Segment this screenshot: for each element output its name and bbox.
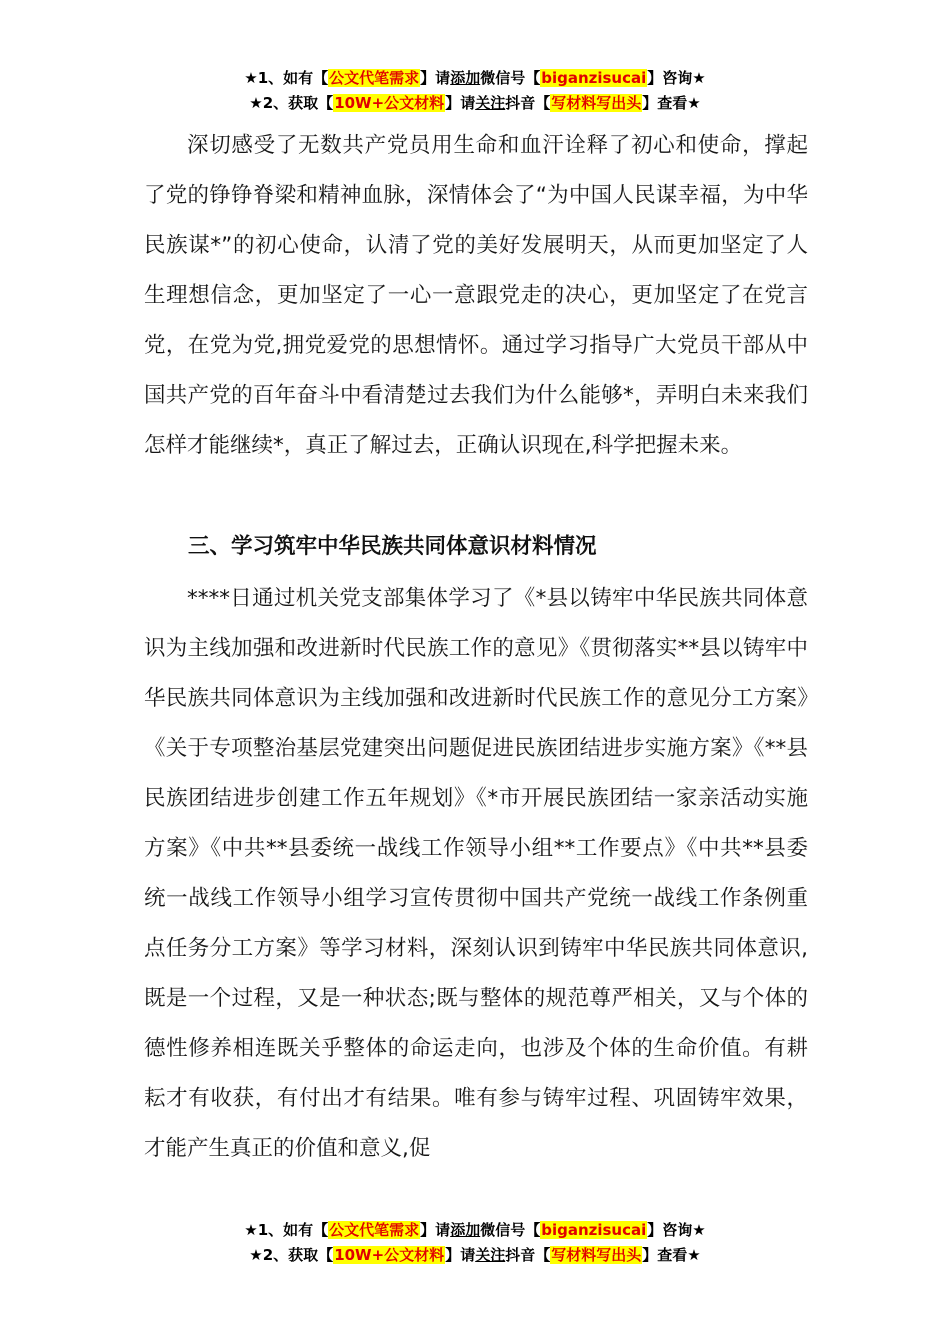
banner-line-1: ★1、如有【公文代笔需求】请添加微信号【biganzisucai】咨询★ xyxy=(244,69,706,87)
body-paragraph-1: 深切感受了无数共产党员用生命和血汗诠释了初心和使命，撑起了党的铮铮脊梁和精神血脉，深情体会了“为中国人民谋幸福，为中华民族谋*”的初心使命，认清了党的美好发展明天，从而更加坚定了人生理想信念，更加坚定了一心一意跟党走的决心，更加坚定了在党言党，在党为党,拥党爱党的思想情怀。通过学习指导广大党员干部从中国共产党的百年奋斗中看清楚过去我们为什么能够*，弄明白未来我们怎样才能继续*，真正了解过去，正确认识现在,科学把握未来。 xyxy=(144,133,808,458)
footer-banner-line-2: ★2、获取【10W+公文材料】请关注抖音【写材料写出头】查看★ xyxy=(249,1246,701,1264)
banner-line-2: ★2、获取【10W+公文材料】请关注抖音【写材料写出头】查看★ xyxy=(249,94,701,112)
body-paragraph-2-container xyxy=(144,574,808,1170)
footer-highlight-service: 公文代笔需求 xyxy=(329,1221,420,1239)
body-paragraph-1-container xyxy=(144,121,808,577)
banner-highlight-service: 公文代笔需求 xyxy=(329,69,420,87)
banner-highlight-douyin: 写材料写出头 xyxy=(551,94,642,112)
body-paragraph-2: ****日通过机关党支部集体学习了《*县以铸牢中华民族共同体意识为主线加强和改进新时代民族工作的意见》《贯彻落实**县以铸牢中华民族共同体意识为主线加强和改进新时代民族工作的意见分工方案》《关于专项整治基层党建突出问题促进民族团结进步实施方案》《**县民族团结进步创建工作五年规划》《*市开展民族团结一家亲活动实施方案》《中共**县委统一战线工作领导小组**工作要点》《中共**县委统一战线工作领导小组学习宣传贯彻中国共产党统一战线工作条例重点任务分工方案》等学习材料，深刻认识到铸牢中华民族共同体意识,既是一个过程，又是一种状态;既与整体的规范尊严相关，又与个体的德性修养相连既关乎整体的命运走向，也涉及个体的生命价值。有耕耘才有收获，有付出才有结果。唯有参与铸牢过程、巩固铸牢效果，才能产生真正的价值和意义,促 xyxy=(144,586,808,1161)
header-banner xyxy=(0,66,950,116)
banner-highlight-materials: 10W+公文材料 xyxy=(334,94,445,112)
footer-banner-line-1: ★1、如有【公文代笔需求】请添加微信号【biganzisucai】咨询★ xyxy=(244,1221,706,1239)
footer-highlight-wechat-id: biganzisucai xyxy=(541,1221,647,1239)
footer-highlight-douyin: 写材料写出头 xyxy=(551,1246,642,1264)
footer-banner xyxy=(0,1218,950,1268)
section-heading: 三、学习筑牢中华民族共同体意识材料情况 xyxy=(188,534,597,559)
footer-highlight-materials: 10W+公文材料 xyxy=(334,1246,445,1264)
banner-highlight-wechat-id: biganzisucai xyxy=(541,69,647,87)
